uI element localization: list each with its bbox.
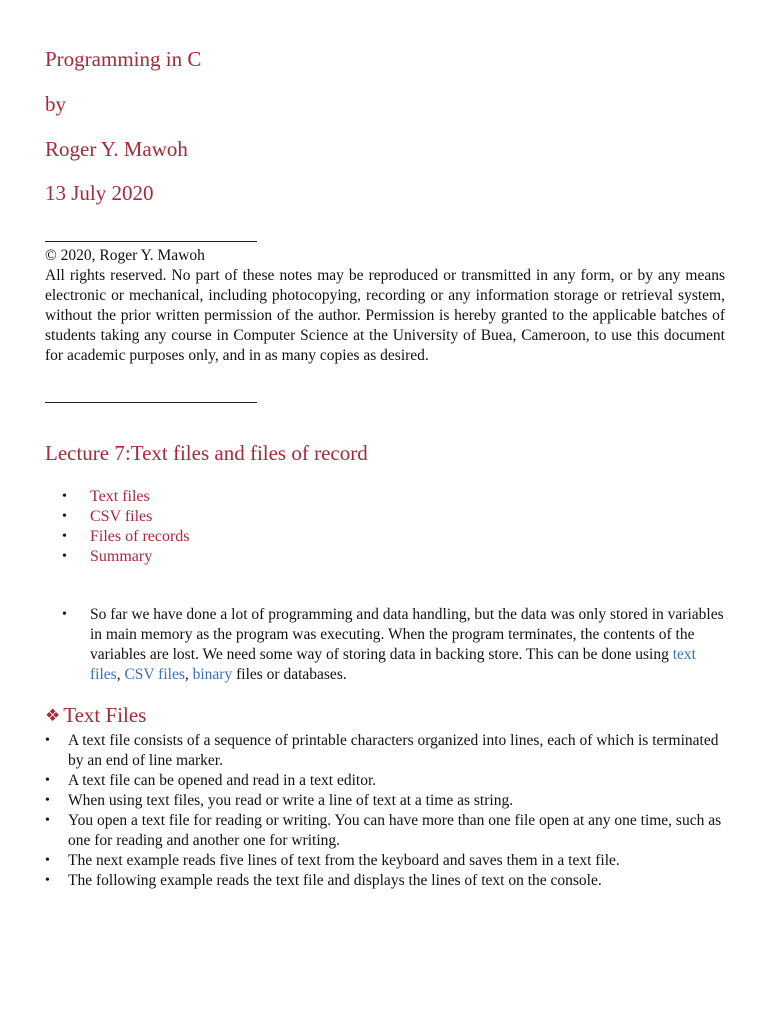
bullet-icon: • — [62, 489, 67, 504]
list-item: • The next example reads five lines of text from the keyboard and saves them in a text file. — [45, 852, 620, 869]
bullet-icon: • — [62, 607, 67, 622]
toc-link-text-files[interactable]: Text files — [90, 488, 150, 505]
link-text-files[interactable]: text files — [90, 646, 696, 683]
toc-link-csv-files[interactable]: CSV files — [90, 508, 153, 525]
document-date: 13 July 2020 — [45, 181, 154, 205]
bullet-icon: • — [62, 549, 67, 564]
section-heading-label: Text Files — [63, 703, 147, 727]
bullet-icon: • — [62, 509, 67, 524]
text-files-list — [45, 731, 730, 891]
bullet-icon: • — [45, 793, 50, 808]
bullet-icon: • — [45, 873, 50, 888]
intro-text: So far we have done a lot of programming and data handling, but the data was only stored in variables in main memory as the program was executing. When the program terminates, the contents of the variables are lost. We need some way of storing data in backing store. This can be done using text files, CSV files, binary files or databases. — [90, 606, 724, 683]
bullet-icon: • — [62, 529, 67, 544]
intro-paragraph — [62, 605, 728, 685]
document-author: Roger Y. Mawoh — [45, 137, 188, 161]
document-by: by — [45, 92, 66, 116]
diamond-bullet-icon: ❖ — [45, 706, 61, 725]
document-title: Programming in C — [45, 47, 202, 71]
lecture-title: Lecture 7:Text files and files of record — [45, 441, 368, 465]
bullet-icon: • — [45, 813, 50, 828]
bullet-icon: • — [45, 853, 50, 868]
bullet-icon: • — [45, 733, 50, 748]
copyright-line: © 2020, Roger Y. Mawoh — [45, 247, 205, 264]
list-item: • The following example reads the text file and displays the lines of text on the console. — [45, 872, 602, 889]
copyright-text: All rights reserved. No part of these notes may be reproduced or transmitted in any form, or by any means electronic or mechanical, including photocopying, recording or any information storage or retrieval system, without the prior written permission of the author. Permission is hereby granted to the applicable batches of students taking any course in Computer Science at the University of Buea, Cameroon, to use this document for academic purposes only, and in as many copies as desired. — [45, 267, 725, 364]
toc-item[interactable] — [62, 527, 190, 547]
link-binary[interactable]: binary — [192, 666, 233, 683]
toc-link-summary[interactable]: Summary — [90, 548, 153, 565]
list-item: • A text file can be opened and read in a text editor. — [45, 772, 377, 789]
toc-item[interactable] — [62, 547, 190, 567]
top-divider — [45, 241, 257, 242]
bullet-icon: • — [45, 773, 50, 788]
section-heading-text-files — [45, 703, 146, 728]
list-item: • When using text files, you read or write a line of text at a time as string. — [45, 792, 514, 809]
toc-item[interactable] — [62, 507, 190, 527]
copyright-notice — [45, 246, 725, 366]
toc-link-files-of-records[interactable]: Files of records — [90, 528, 190, 545]
list-item: • A text file consists of a sequence of printable characters organized into lines, each of which is terminated by an end of line marker. — [45, 732, 719, 769]
bottom-divider — [45, 402, 257, 403]
lecture-toc — [62, 487, 190, 567]
link-csv-files[interactable]: CSV files — [124, 666, 185, 683]
list-item: • You open a text file for reading or writing. You can have more than one file open at any one time, such as one for reading and another one for writing. — [45, 812, 722, 849]
toc-item[interactable] — [62, 487, 190, 507]
